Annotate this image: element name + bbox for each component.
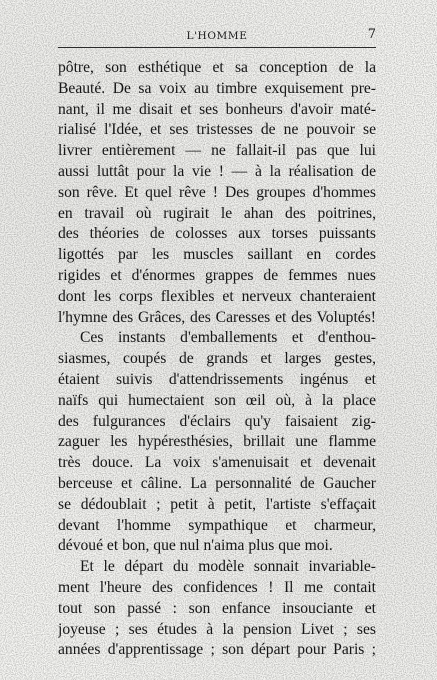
text-line: berceuse et câline. La personnalité de Gaucher [58,474,376,492]
body-text [58,58,376,661]
text-line: très douce. La voix s'amenuisait et devenait [58,454,376,472]
text-line: des théories de colosses aux torses puissants [58,225,376,243]
text-line: son rêve. Et quel rêve ! Des groupes d'hommes [58,183,376,201]
text-line: zaguer les hypéresthésies, brillait une flamme [58,433,376,451]
text-line: rialisé l'Idée, et ses tristesses de ne pouvoir se [58,121,376,139]
text-line: ligottés par les muscles saillant en cordes [58,246,376,264]
page-number: 7 [367,27,376,42]
text-line: étaient suivis d'attendrissements ingénus et [58,370,376,388]
text-line: années d'apprentissage ; son départ pour Paris ; [58,641,376,659]
text-line: Beauté. De sa voix au timbre exquisement pre- [58,79,376,97]
text-line: en travail où rugirait le ahan des poitrines, [58,204,376,222]
text-line: dont les corps flexibles et nerveux chanteraient [58,287,376,305]
text-line: rigides et d'énormes grappes de femmes nues [58,266,376,284]
text-line: l'hymne des Grâces, des Caresses et des Voluptés! [58,308,376,326]
text-line: Ces instants d'emballements et d'enthou- [80,329,376,347]
text-line: devant l'homme sympathique et charmeur, [58,516,376,534]
running-header [58,27,376,45]
text-line: se dédoublait ; petit à petit, l'artiste s'effaçait [58,495,376,513]
text-line: ment l'heure des confidences ! Il me contait [58,578,376,596]
text-line: aussi luttât pour la vie ! — à la réalisation de [58,162,376,180]
text-line: Et le départ du modèle sonnait invariable- [80,558,376,576]
text-line: tout son passé : son enfance insouciante et [58,599,376,617]
text-line: dévoué et bon, que nul n'aima plus que moi. [58,537,333,555]
header-rule [58,47,376,48]
running-title: L'HOMME [186,30,248,42]
text-line: pôtre, son esthétique et sa conception de la [58,59,376,76]
text-line: des fulgurances d'éclairs qu'y faisaient zig- [58,412,376,430]
text-line: livrer entièrement — ne fallait-il pas que lui [58,142,376,160]
text-line: nant, il me disait et ses bonheurs d'avoir maté- [58,100,376,118]
text-line: joyeuse ; ses études à la pension Livet ; ses [58,620,376,638]
text-line: siasmes, coupés de grands et larges gestes, [58,350,376,368]
text-line: naïfs qui humectaient son œil où, à la place [58,391,376,409]
